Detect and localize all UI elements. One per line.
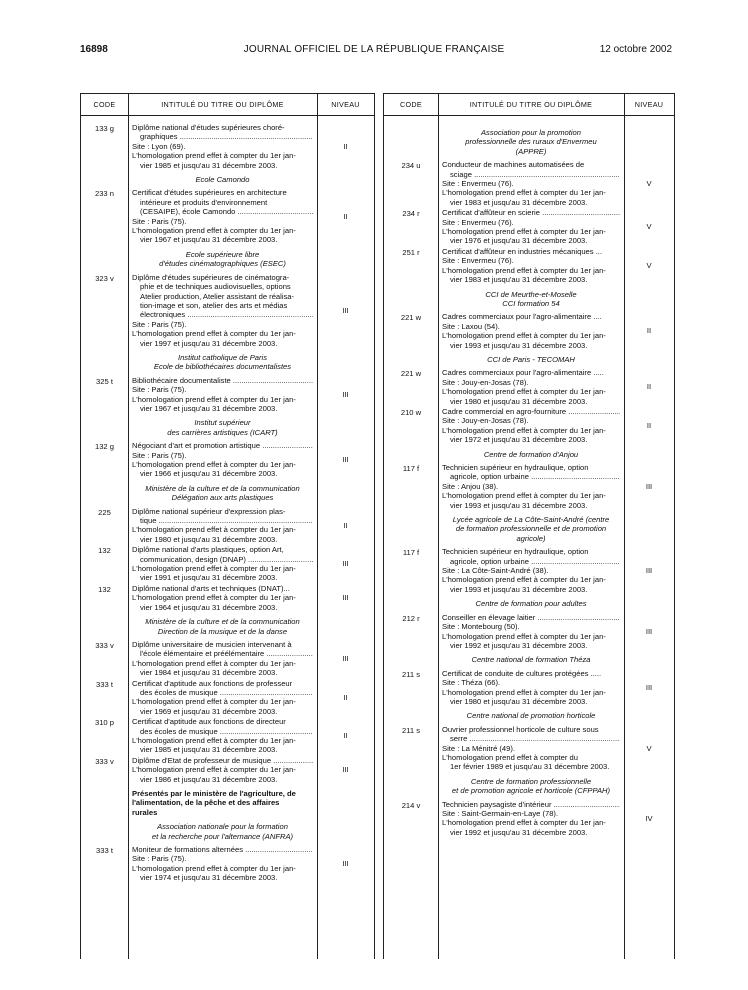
entry-line: communication, design (DNAP) ..... bbox=[132, 555, 313, 564]
entry-code: 117 f bbox=[402, 548, 420, 558]
entry-line: Site : Envermeu (76). bbox=[442, 179, 514, 189]
entry-niveau: II bbox=[343, 520, 348, 530]
section-heading bbox=[438, 290, 624, 309]
entry-line: Site : Jouy-en-Josas (78). bbox=[442, 416, 529, 426]
entry-line: Conducteur de machines automatisées de bbox=[442, 160, 585, 170]
entry-line: agricole, option urbaine ..... bbox=[442, 557, 620, 566]
entry-title bbox=[128, 545, 317, 583]
entry-code: 333 v bbox=[95, 640, 114, 650]
section-heading-line: Présentés par le ministère de l'agriculture, de bbox=[132, 789, 296, 798]
entry-title bbox=[438, 725, 624, 772]
entry-line: agricole, option urbaine ..... bbox=[442, 472, 620, 481]
entry-niveau: II bbox=[646, 382, 652, 392]
entry-niveau: III bbox=[342, 305, 349, 315]
entry-line: Cadres commerciaux pour l'agro-alimentaire ..... bbox=[442, 368, 604, 378]
entry-title bbox=[438, 547, 624, 594]
entry-code: 323 v bbox=[95, 273, 114, 283]
entry-title bbox=[438, 368, 624, 406]
entry-title bbox=[438, 247, 624, 285]
section-heading-line: Association nationale pour la formation bbox=[157, 822, 288, 832]
entry-line: L'homologation prend effet à compter du 1er jan- bbox=[132, 394, 296, 404]
entry-title bbox=[438, 160, 624, 207]
entry-line: tique ..... bbox=[132, 516, 313, 525]
section-heading-line: Institut catholique de Paris bbox=[177, 352, 268, 362]
entry-line: Ouvrier professionnel horticole de culture sous bbox=[442, 724, 599, 734]
section-heading-line: Institut supérieur bbox=[194, 418, 251, 428]
right-table-body bbox=[384, 116, 674, 837]
entry-line: intérieure et produits d'environnement bbox=[140, 197, 268, 207]
entry-line: L'homologation prend effet à compter du 1er jan- bbox=[442, 575, 606, 585]
entry-line: graphiques ..... bbox=[132, 132, 313, 141]
entry-code: 225 bbox=[98, 507, 111, 517]
entry-line: L'homologation prend effet à compter du 1er jan- bbox=[442, 687, 606, 697]
entry-line: vier 1964 et jusqu'au 31 décembre 2003. bbox=[140, 602, 278, 612]
section-heading bbox=[128, 484, 317, 503]
entry-line: vier 1972 et jusqu'au 31 décembre 2003. bbox=[450, 435, 588, 445]
entry-line: Certificat d'aptitude aux fonctions de professeur bbox=[132, 678, 293, 688]
entry-line: vier 1980 et jusqu'au 31 décembre 2003. bbox=[140, 534, 278, 544]
entry-line: Bibliothécaire documentaliste ..... bbox=[132, 376, 313, 385]
entry-title bbox=[128, 845, 317, 883]
header-code: CODE bbox=[400, 100, 422, 109]
entry-line: Site : Envermeu (76). bbox=[442, 256, 514, 266]
entry-line: des écoles de musique ..... bbox=[132, 688, 313, 697]
entry-line: Site : Paris (75). bbox=[132, 385, 187, 395]
entry-line: Site : Saint-Germain-en-Laye (78). bbox=[442, 809, 559, 818]
entry-title bbox=[128, 376, 317, 414]
section-heading bbox=[438, 655, 624, 664]
left-table-body bbox=[81, 116, 374, 883]
entry-line: Diplôme national supérieur d'expression plas- bbox=[132, 506, 286, 516]
table-header bbox=[384, 93, 674, 116]
entry-code: 333 t bbox=[96, 846, 113, 856]
entry-line: Diplôme universitaire de musicien intervenant à bbox=[132, 639, 292, 649]
entry-line: Diplôme d'études supérieures de cinématogra- bbox=[132, 272, 290, 282]
table-row bbox=[384, 613, 674, 651]
entry-line: vier 1976 et jusqu'au 31 décembre 2003. bbox=[450, 236, 588, 246]
section-heading-line: Centre de formation pour adultes bbox=[475, 599, 587, 609]
entry-code: 211 s bbox=[401, 669, 420, 679]
entry-code: 221 w bbox=[400, 369, 422, 379]
entry-title bbox=[128, 756, 317, 784]
section-heading bbox=[438, 777, 624, 796]
entry-niveau: II bbox=[646, 421, 652, 431]
table-row bbox=[81, 845, 374, 883]
entry-line: vier 1992 et jusqu'au 31 décembre 2003. bbox=[450, 640, 588, 650]
entry-niveau: III bbox=[342, 455, 349, 465]
section-heading-line: Ecole Camondo bbox=[195, 175, 250, 185]
entry-line: Diplôme national d'arts plastiques, option Art, bbox=[132, 545, 284, 555]
entry-title bbox=[128, 640, 317, 678]
entry-line: Atelier production, Atelier assistant de réalisa- bbox=[140, 291, 295, 301]
entry-code: 234 u bbox=[401, 161, 421, 171]
section-heading-line: (APPRE) bbox=[515, 146, 547, 156]
right-table bbox=[383, 93, 675, 959]
section-heading bbox=[128, 617, 317, 636]
entry-line: Site : Théza (66). bbox=[442, 678, 501, 688]
section-heading-line: Ministère de la culture et de la communication bbox=[145, 483, 300, 493]
section-heading bbox=[128, 789, 325, 817]
entry-line: L'homologation prend effet à compter du 1er jan- bbox=[442, 631, 606, 641]
entry-line: phie et de techniques audiovisuelles, options bbox=[140, 282, 291, 292]
entry-code: 333 t bbox=[96, 679, 113, 689]
entry-niveau: V bbox=[646, 222, 652, 232]
entry-code: 210 w bbox=[400, 407, 422, 417]
section-heading-line: de formation professionnelle et de promotion bbox=[455, 524, 607, 534]
entry-title bbox=[438, 463, 624, 510]
entry-line: L'homologation prend effet à compter du 1er jan- bbox=[132, 564, 296, 574]
entry-niveau: III bbox=[342, 859, 349, 869]
section-heading bbox=[128, 418, 317, 437]
section-heading-line: Centre de formation d'Anjou bbox=[483, 449, 579, 459]
entry-code: 310 p bbox=[94, 718, 114, 728]
entry-title bbox=[128, 273, 317, 348]
entry-line: L'homologation prend effet à compter du 1er jan- bbox=[442, 265, 606, 275]
table-row bbox=[384, 547, 674, 594]
entry-niveau: V bbox=[646, 179, 652, 189]
entry-niveau: III bbox=[645, 682, 653, 692]
entry-line: Certificat d'affûteur en industries mécaniques ... bbox=[442, 246, 603, 256]
entry-niveau: III bbox=[645, 626, 653, 636]
section-heading-line: Association pour la promotion bbox=[480, 128, 582, 137]
entry-line: Conseiller en élevage laitier ..... bbox=[442, 613, 620, 622]
entry-line: vier 1980 et jusqu'au 31 décembre 2003. bbox=[450, 396, 588, 406]
entry-code: 325 t bbox=[96, 376, 113, 386]
entry-title bbox=[438, 407, 624, 445]
entry-line: tion-image et son, atelier des arts et médias bbox=[140, 300, 288, 310]
entry-line: L'homologation prend effet à compter du 1er jan- bbox=[132, 593, 296, 603]
entry-line: vier 1983 et jusqu'au 31 décembre 2003. bbox=[450, 275, 588, 285]
entry-line: Site : La Côte-Saint-André (38). bbox=[442, 566, 549, 576]
entry-title bbox=[128, 188, 317, 244]
table-row bbox=[81, 545, 374, 583]
section-heading bbox=[438, 515, 624, 543]
entry-line: L'homologation prend effet à compter du 1er jan- bbox=[442, 491, 606, 501]
table-row bbox=[81, 679, 374, 717]
header-code: CODE bbox=[93, 100, 116, 109]
issue-date: 12 octobre 2002 bbox=[599, 44, 672, 55]
entry-line: Technicien supérieur en hydraulique, option bbox=[442, 547, 589, 557]
entry-line: vier 1985 et jusqu'au 31 décembre 2003. bbox=[140, 160, 278, 170]
section-heading bbox=[128, 250, 317, 269]
entry-line: vier 1997 et jusqu'au 31 décembre 2003. bbox=[140, 338, 278, 348]
section-heading-line: Centre national de promotion horticole bbox=[466, 711, 596, 721]
entry-code: 212 r bbox=[402, 613, 420, 623]
entry-line: Technicien supérieur en hydraulique, option bbox=[442, 463, 589, 472]
entry-line: vier 1993 et jusqu'au 31 décembre 2003. bbox=[450, 500, 588, 510]
entry-line: Certificat d'aptitude aux fonctions de directeur bbox=[132, 717, 286, 727]
entry-line: vier 1983 et jusqu'au 31 décembre 2003. bbox=[450, 197, 588, 207]
entry-line: Certificat de conduite de cultures protégées ..... bbox=[442, 668, 602, 678]
table-row bbox=[384, 669, 674, 707]
section-heading bbox=[438, 355, 624, 364]
entry-code: 117 f bbox=[402, 464, 420, 473]
table-row bbox=[81, 188, 374, 244]
entry-line: L'homologation prend effet à compter du 1er jan- bbox=[132, 658, 296, 668]
entry-title bbox=[438, 613, 624, 651]
entry-code: 251 r bbox=[402, 247, 420, 257]
entry-line: vier 1986 et jusqu'au 31 décembre 2003. bbox=[140, 774, 278, 784]
entry-line: sciage ..... bbox=[442, 170, 620, 179]
entry-line: Diplôme d'Etat de professeur de musique ..... bbox=[132, 756, 313, 765]
entry-title bbox=[128, 679, 317, 717]
section-heading bbox=[438, 128, 624, 156]
entry-line: des écoles de musique ..... bbox=[132, 727, 313, 736]
entry-line: Site : Laxou (54). bbox=[442, 321, 500, 331]
table-row bbox=[81, 507, 374, 545]
entry-niveau: V bbox=[646, 743, 652, 753]
entry-line: serre ..... bbox=[442, 734, 620, 743]
entry-line: vier 1974 et jusqu'au 31 décembre 2003. bbox=[140, 873, 278, 883]
entry-niveau: II bbox=[343, 141, 348, 151]
entry-code: 132 bbox=[98, 584, 111, 594]
entry-line: 1er février 1989 et jusqu'au 31 décembre 2003. bbox=[450, 762, 610, 772]
table-row bbox=[384, 247, 674, 285]
section-heading bbox=[438, 711, 624, 720]
section-heading-line: Centre de formation professionnelle bbox=[470, 776, 592, 786]
header-title: INTITULÉ DU TITRE OU DIPLÔME bbox=[469, 100, 593, 109]
entry-line: l'école élémentaire et préélémentaire ..... bbox=[132, 649, 313, 658]
entry-line: L'homologation prend effet à compter du 1er jan- bbox=[132, 863, 296, 873]
entry-line: vier 1993 et jusqu'au 31 décembre 2003. bbox=[450, 584, 588, 594]
entry-line: vier 1967 et jusqu'au 31 décembre 2003. bbox=[140, 235, 278, 245]
section-heading-line: Ministère de la culture et de la communication bbox=[145, 617, 300, 627]
section-heading bbox=[128, 353, 317, 372]
entry-line: électroniques ..... bbox=[132, 310, 313, 319]
table-row bbox=[384, 463, 674, 510]
entry-line: L'homologation prend effet à compter du 1er jan- bbox=[132, 151, 296, 161]
entry-title bbox=[438, 208, 624, 246]
entry-line: Diplôme national d'études supérieures choré- bbox=[132, 123, 285, 132]
table-row bbox=[81, 441, 374, 479]
section-heading-line: Centre national de formation Théza bbox=[471, 655, 591, 665]
entry-line: Technicien paysagiste d'intérieur ..... bbox=[442, 800, 620, 809]
entry-line: L'homologation prend effet à compter du 1er jan- bbox=[442, 387, 606, 397]
entry-line: L'homologation prend effet à compter du 1er jan- bbox=[132, 226, 296, 236]
section-heading-line: l'alimentation, de la pêche et des affaires bbox=[132, 798, 280, 808]
entry-title bbox=[128, 507, 317, 545]
entry-code: 133 g bbox=[94, 124, 114, 133]
entry-niveau: II bbox=[343, 731, 348, 741]
entry-line: (CESAIPE), école Camondo ..... bbox=[132, 207, 313, 216]
entry-line: Site : Lyon (69). bbox=[132, 141, 186, 151]
entry-line: L'homologation prend effet à compter du 1er jan- bbox=[132, 697, 296, 707]
section-heading bbox=[438, 450, 624, 459]
entry-line: L'homologation prend effet à compter du 1er jan- bbox=[442, 188, 606, 198]
table-row bbox=[384, 800, 674, 838]
entry-niveau: II bbox=[343, 211, 348, 221]
entry-line: vier 1984 et jusqu'au 31 décembre 2003. bbox=[140, 668, 278, 678]
entry-title bbox=[128, 717, 317, 755]
table-row bbox=[81, 376, 374, 414]
table-row bbox=[81, 584, 374, 612]
entry-line: L'homologation prend effet à compter du 1er jan- bbox=[132, 460, 296, 469]
section-heading bbox=[128, 175, 317, 184]
section-heading-line: CCI de Meurthe-et-Moselle bbox=[485, 289, 577, 299]
journal-title: JOURNAL OFFICIEL DE LA RÉPUBLIQUE FRANÇAISE bbox=[243, 44, 505, 55]
table-row bbox=[384, 368, 674, 406]
entry-line: Site : Paris (75). bbox=[132, 450, 187, 460]
entry-line: Site : Paris (75). bbox=[132, 854, 187, 864]
entry-line: Cadres commerciaux pour l'agro-alimentaire .... bbox=[442, 312, 602, 322]
section-heading bbox=[438, 599, 624, 608]
entry-line: Site : Montebourg (50). bbox=[442, 622, 520, 632]
left-table bbox=[80, 93, 375, 959]
header-niveau: NIVEAU bbox=[331, 100, 360, 109]
section-heading-line: Lycée agricole de La Côte-Saint-André (centre bbox=[452, 515, 610, 525]
section-heading-line: CCI formation 54 bbox=[502, 298, 560, 308]
entry-niveau: III bbox=[645, 566, 653, 576]
entry-line: L'homologation prend effet à compter du 1er jan- bbox=[132, 525, 296, 535]
entry-line: Site : Paris (75). bbox=[132, 216, 187, 226]
entry-line: Négociant d'art et promotion artistique ..... bbox=[132, 441, 313, 450]
entry-line: L'homologation prend effet à compter du 1er jan- bbox=[442, 425, 606, 435]
table-row bbox=[81, 717, 374, 755]
entry-line: Site : Envermeu (76). bbox=[442, 217, 514, 227]
entry-line: L'homologation prend effet à compter du 1er jan- bbox=[132, 329, 296, 339]
entry-code: 333 v bbox=[95, 756, 114, 766]
entry-title bbox=[438, 800, 624, 838]
table-row bbox=[81, 756, 374, 784]
table-header bbox=[81, 93, 374, 116]
entry-line: Site : Anjou (38). bbox=[442, 481, 499, 491]
entry-line: vier 1980 et jusqu'au 31 décembre 2003. bbox=[450, 696, 588, 706]
entry-niveau: IV bbox=[645, 813, 653, 823]
entry-niveau: III bbox=[342, 559, 349, 569]
section-heading-line: agricole) bbox=[516, 533, 546, 543]
entry-niveau: II bbox=[646, 326, 652, 336]
entry-code: 214 v bbox=[401, 800, 421, 810]
entry-line: Diplôme national d'arts et techniques (DNAT)... bbox=[132, 583, 290, 593]
entry-line: Site : Jouy-en-Josas (78). bbox=[442, 377, 529, 387]
entry-niveau: III bbox=[645, 481, 653, 491]
entry-line: L'homologation prend effet à compter du bbox=[442, 752, 578, 762]
section-heading-line: des carrières artistiques (ICART) bbox=[167, 427, 278, 437]
entry-line: vier 1985 et jusqu'au 31 décembre 2003. bbox=[140, 745, 278, 755]
entry-line: L'homologation prend effet à compter du 1er jan- bbox=[132, 735, 296, 745]
section-heading-line: et la recherche pour l'alternance (ANFRA) bbox=[151, 831, 294, 841]
section-heading-line: CCI de Paris - TECOMAH bbox=[487, 354, 575, 364]
section-heading-line: Délégation aux arts plastiques bbox=[171, 493, 274, 503]
section-heading-line: d'études cinématographiques (ESEC) bbox=[159, 259, 286, 269]
entry-line: Moniteur de formations alternées ..... bbox=[132, 845, 313, 854]
entry-line: vier 1992 et jusqu'au 31 décembre 2003. bbox=[450, 827, 588, 837]
table-row bbox=[384, 725, 674, 772]
entry-line: L'homologation prend effet à compter du 1er jan- bbox=[442, 331, 606, 341]
section-heading-line: Ecole supérieure libre bbox=[185, 249, 260, 259]
entry-code: 221 w bbox=[400, 313, 422, 323]
table-row bbox=[384, 312, 674, 350]
entry-line: L'homologation prend effet à compter du 1er jan- bbox=[442, 818, 606, 828]
table-row bbox=[384, 160, 674, 207]
entry-code: 132 g bbox=[94, 442, 114, 452]
entry-title bbox=[128, 123, 317, 170]
entry-title bbox=[438, 669, 624, 707]
table-row bbox=[81, 273, 374, 348]
table-row bbox=[81, 123, 374, 170]
entry-line: vier 1969 et jusqu'au 31 décembre 2003. bbox=[140, 706, 278, 716]
entry-niveau: III bbox=[342, 593, 349, 603]
entry-code: 234 r bbox=[402, 209, 420, 219]
entry-line: Site : Paris (75). bbox=[132, 319, 187, 329]
section-heading bbox=[128, 822, 317, 841]
entry-line: Site : La Ménitré (49). bbox=[442, 743, 516, 753]
entry-code: 132 bbox=[98, 546, 111, 556]
header-title: INTITULÉ DU TITRE OU DIPLÔME bbox=[161, 100, 284, 109]
entry-code: 211 s bbox=[401, 725, 420, 735]
section-heading-line: rurales bbox=[132, 807, 158, 817]
entry-niveau: III bbox=[342, 765, 349, 775]
table-row bbox=[384, 407, 674, 445]
entry-line: Certificat d'études supérieures en architecture bbox=[132, 188, 287, 198]
section-heading-line: professionnelle des ruraux d'Envermeu bbox=[465, 137, 597, 147]
entry-code: 233 n bbox=[94, 189, 114, 199]
entry-line: vier 1966 et jusqu'au 31 décembre 2003. bbox=[140, 469, 278, 479]
entry-line: vier 1991 et jusqu'au 31 décembre 2003. bbox=[140, 573, 278, 583]
entry-niveau: III bbox=[342, 389, 349, 399]
section-heading-line: Ecole de bibliothécaires documentalistes bbox=[153, 362, 292, 372]
entry-line: L'homologation prend effet à compter du 1er jan- bbox=[442, 227, 606, 237]
entry-title bbox=[128, 441, 317, 479]
table-row bbox=[384, 208, 674, 246]
entry-title bbox=[438, 312, 624, 350]
entry-title bbox=[128, 584, 317, 612]
entry-line: Cadre commercial en agro-fourniture ..... bbox=[442, 407, 620, 416]
header-niveau: NIVEAU bbox=[634, 100, 664, 109]
entry-line: L'homologation prend effet à compter du 1er jan- bbox=[132, 765, 296, 775]
entry-niveau: V bbox=[646, 260, 652, 270]
table-row bbox=[81, 640, 374, 678]
entry-niveau: II bbox=[343, 692, 348, 702]
entry-line: Certificat d'affûteur en scierie ..... bbox=[442, 208, 620, 217]
entry-line: vier 1993 et jusqu'au 31 décembre 2003. bbox=[450, 340, 588, 350]
section-heading-line: Direction de la musique et de la danse bbox=[157, 626, 288, 636]
page-number: 16898 bbox=[80, 44, 108, 55]
entry-line: vier 1967 et jusqu'au 31 décembre 2003. bbox=[140, 403, 278, 413]
section-heading-line: et de promotion agricole et horticole (CFPPAH) bbox=[451, 786, 611, 796]
entry-niveau: III bbox=[342, 654, 349, 664]
